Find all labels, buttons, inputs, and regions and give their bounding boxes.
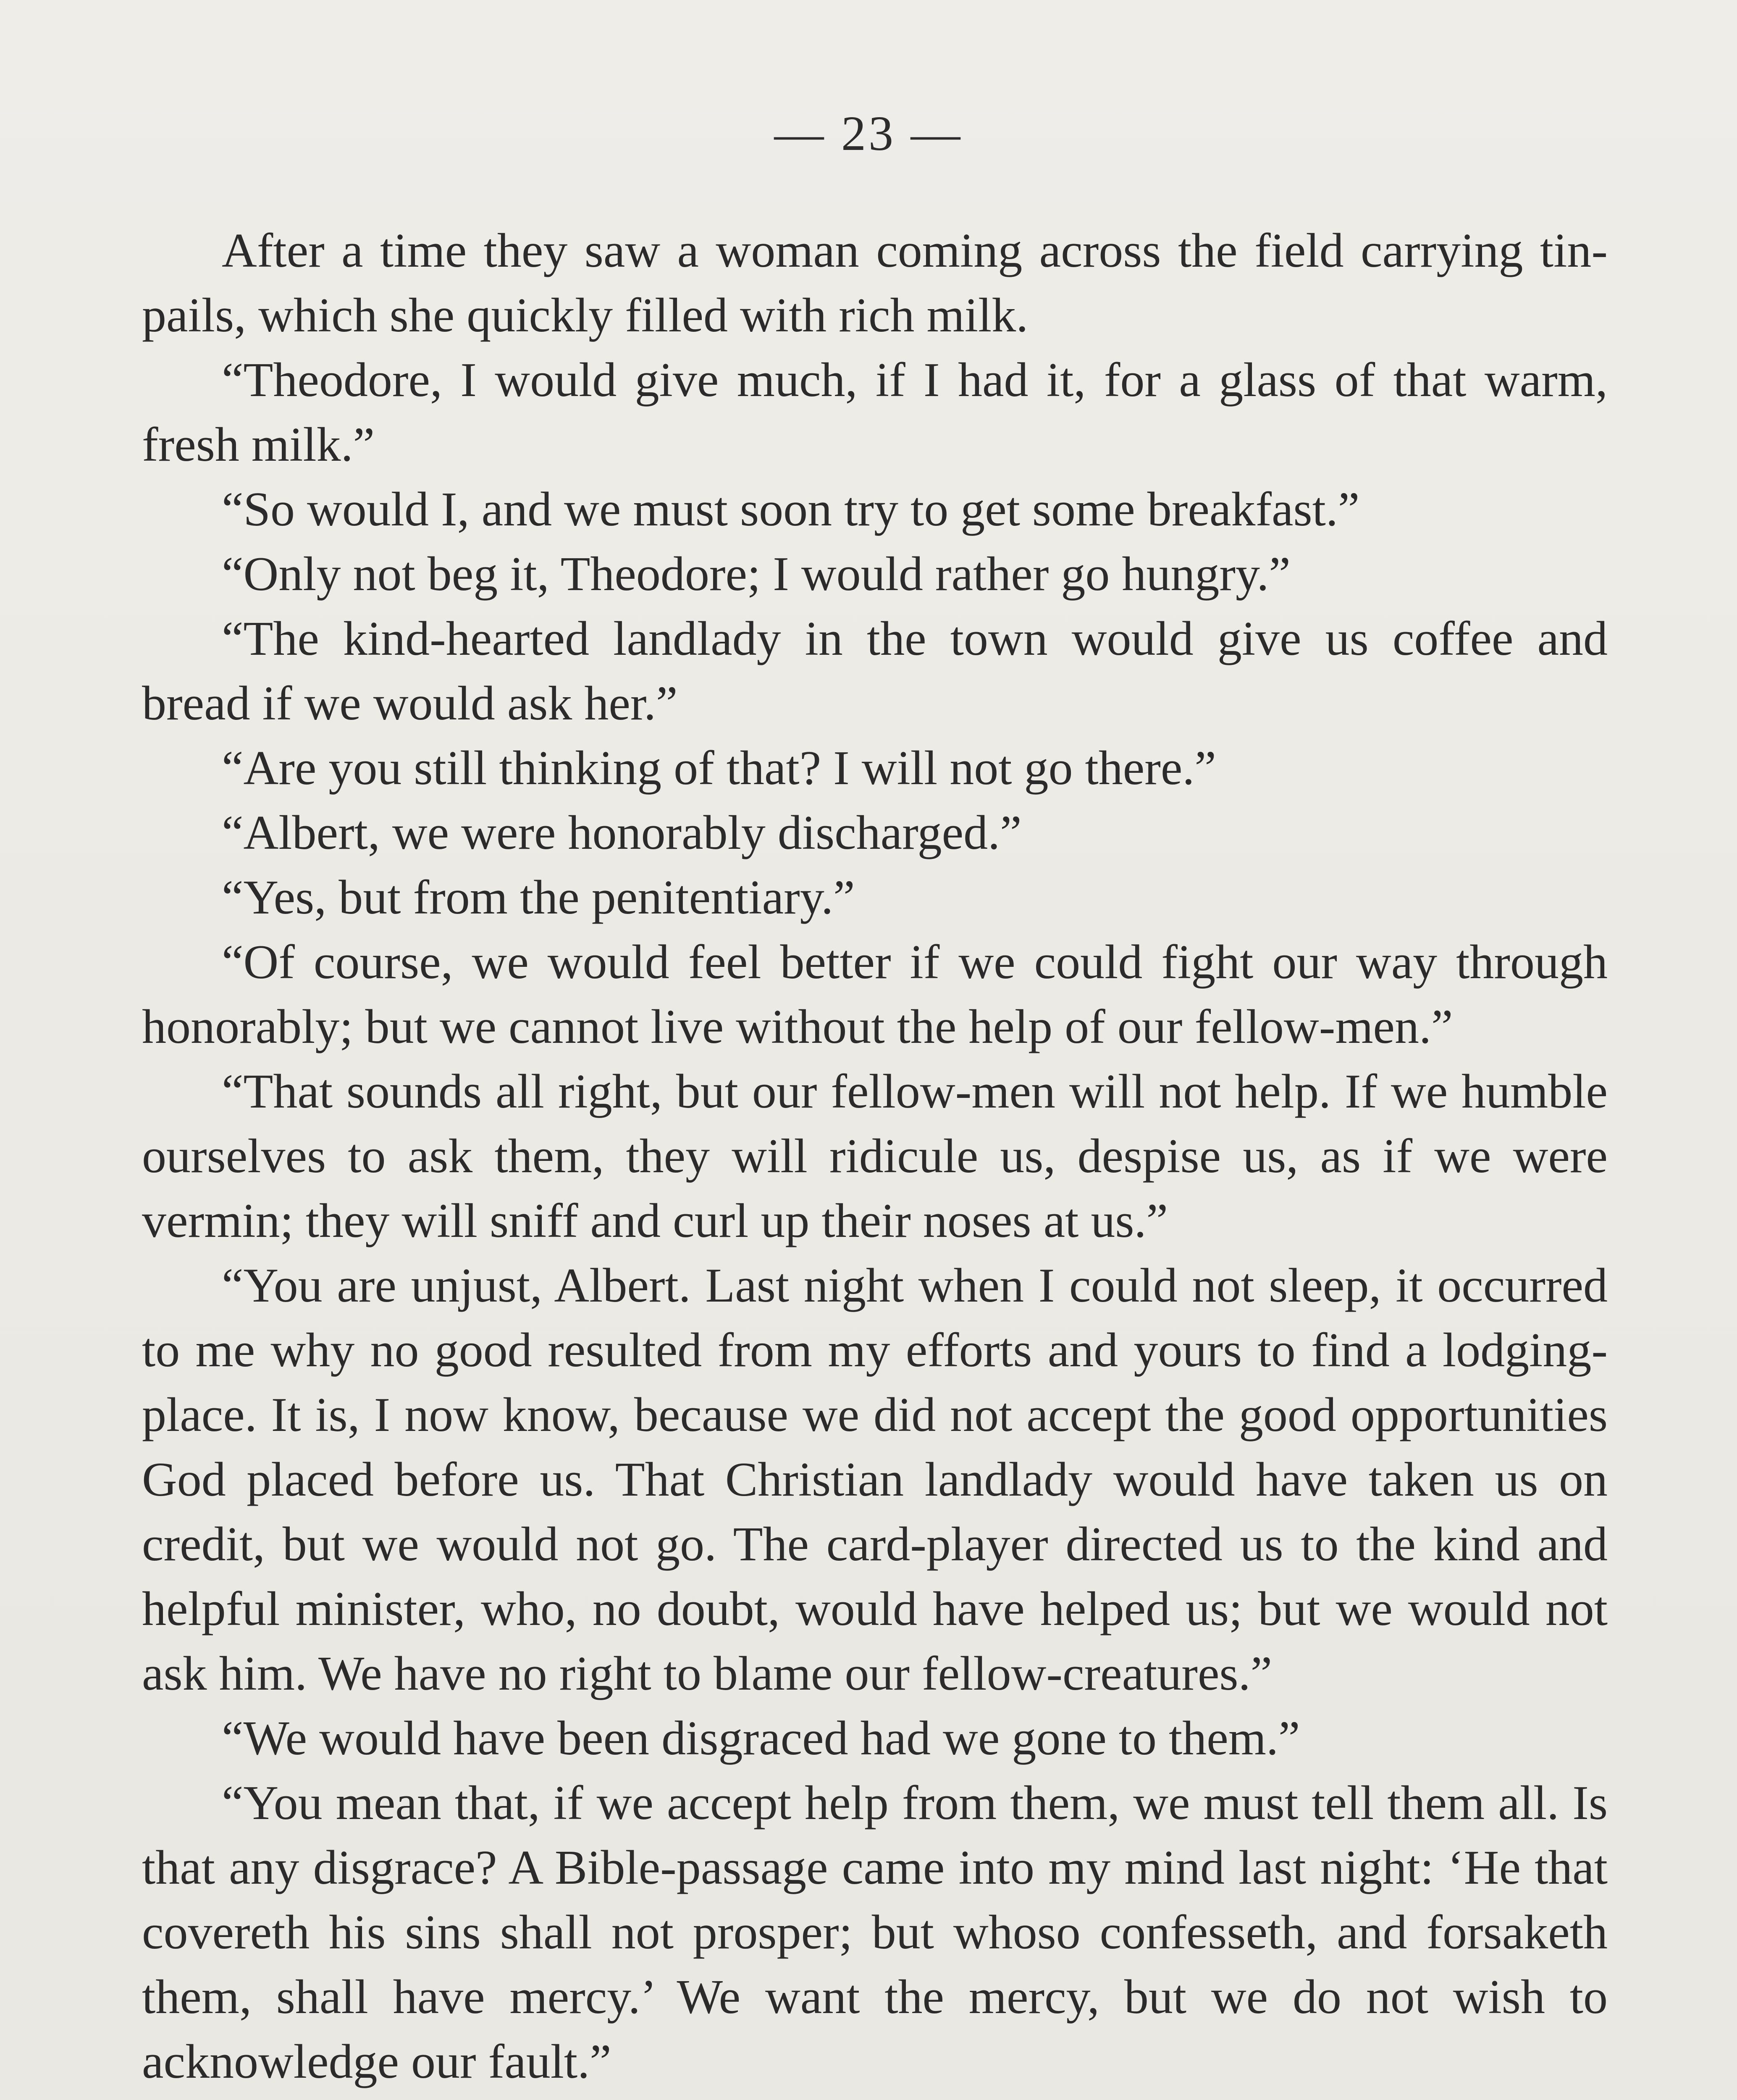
paragraph: “Yes, but from the penitentiary.” (222, 871, 855, 924)
paragraph (142, 2094, 1608, 2100)
paragraph: “So would I, and we must soon try to get some breakfast.” (222, 483, 1360, 536)
paragraph: “You are unjust, Albert. Last night when I could not sleep, it occurred to me why no good resulted from my efforts and yours to find a lodging-place. It is, I now know, because we did not accept the good opportunities God placed before us. That Christian landlady would have taken us on credit, but we would not go. The card-player directed us to the kind and helpful minister, who, no doubt, would have helped us; but we would not ask him. We have no right to blame our fellow-creatures.” (142, 1259, 1608, 1701)
paragraph: “Theodore, I would give much, if I had it, for a glass of that warm, fresh milk.” (142, 353, 1608, 472)
paragraph: “Only not beg it, Theodore; I would rather go hungry.” (222, 547, 1291, 601)
paragraph: “You mean that, if we accept help from them, we must tell them all. Is that any disgrace? A Bible-passage came into my mind last night: ‘He that covereth his sins shall not prosper; but whoso confesseth, and forsaketh them, shall have mercy.’ We want the mercy, but we do not wish to acknowledge our fault.” (142, 1776, 1608, 2089)
paragraph: “Are you still thinking of that? I will not go there.” (222, 741, 1216, 795)
paragraph: “Of course, we would feel better if we could fight our way through honorably; but we cannot live without the help of our fellow-men.” (142, 935, 1608, 1054)
paragraph: After a time they saw a woman coming across the field carrying tin-pails, which she quickly filled with rich milk. (142, 224, 1608, 342)
body-text (142, 218, 1608, 2100)
page-number: — 23 — (774, 106, 963, 161)
paragraph: “That sounds all right, but our fellow-men will not help. If we humble ourselves to ask them, they will ridicule us, despise us, as if we were vermin; they will sniff and curl up their noses at us.” (142, 1065, 1608, 1248)
paragraph: “We would have been disgraced had we gone to them.” (222, 1712, 1300, 1765)
paragraph: “The kind-hearted landlady in the town would give us coffee and bread if we would ask her.” (142, 612, 1608, 730)
paragraph: “Albert, we were honorably discharged.” (222, 806, 1022, 860)
